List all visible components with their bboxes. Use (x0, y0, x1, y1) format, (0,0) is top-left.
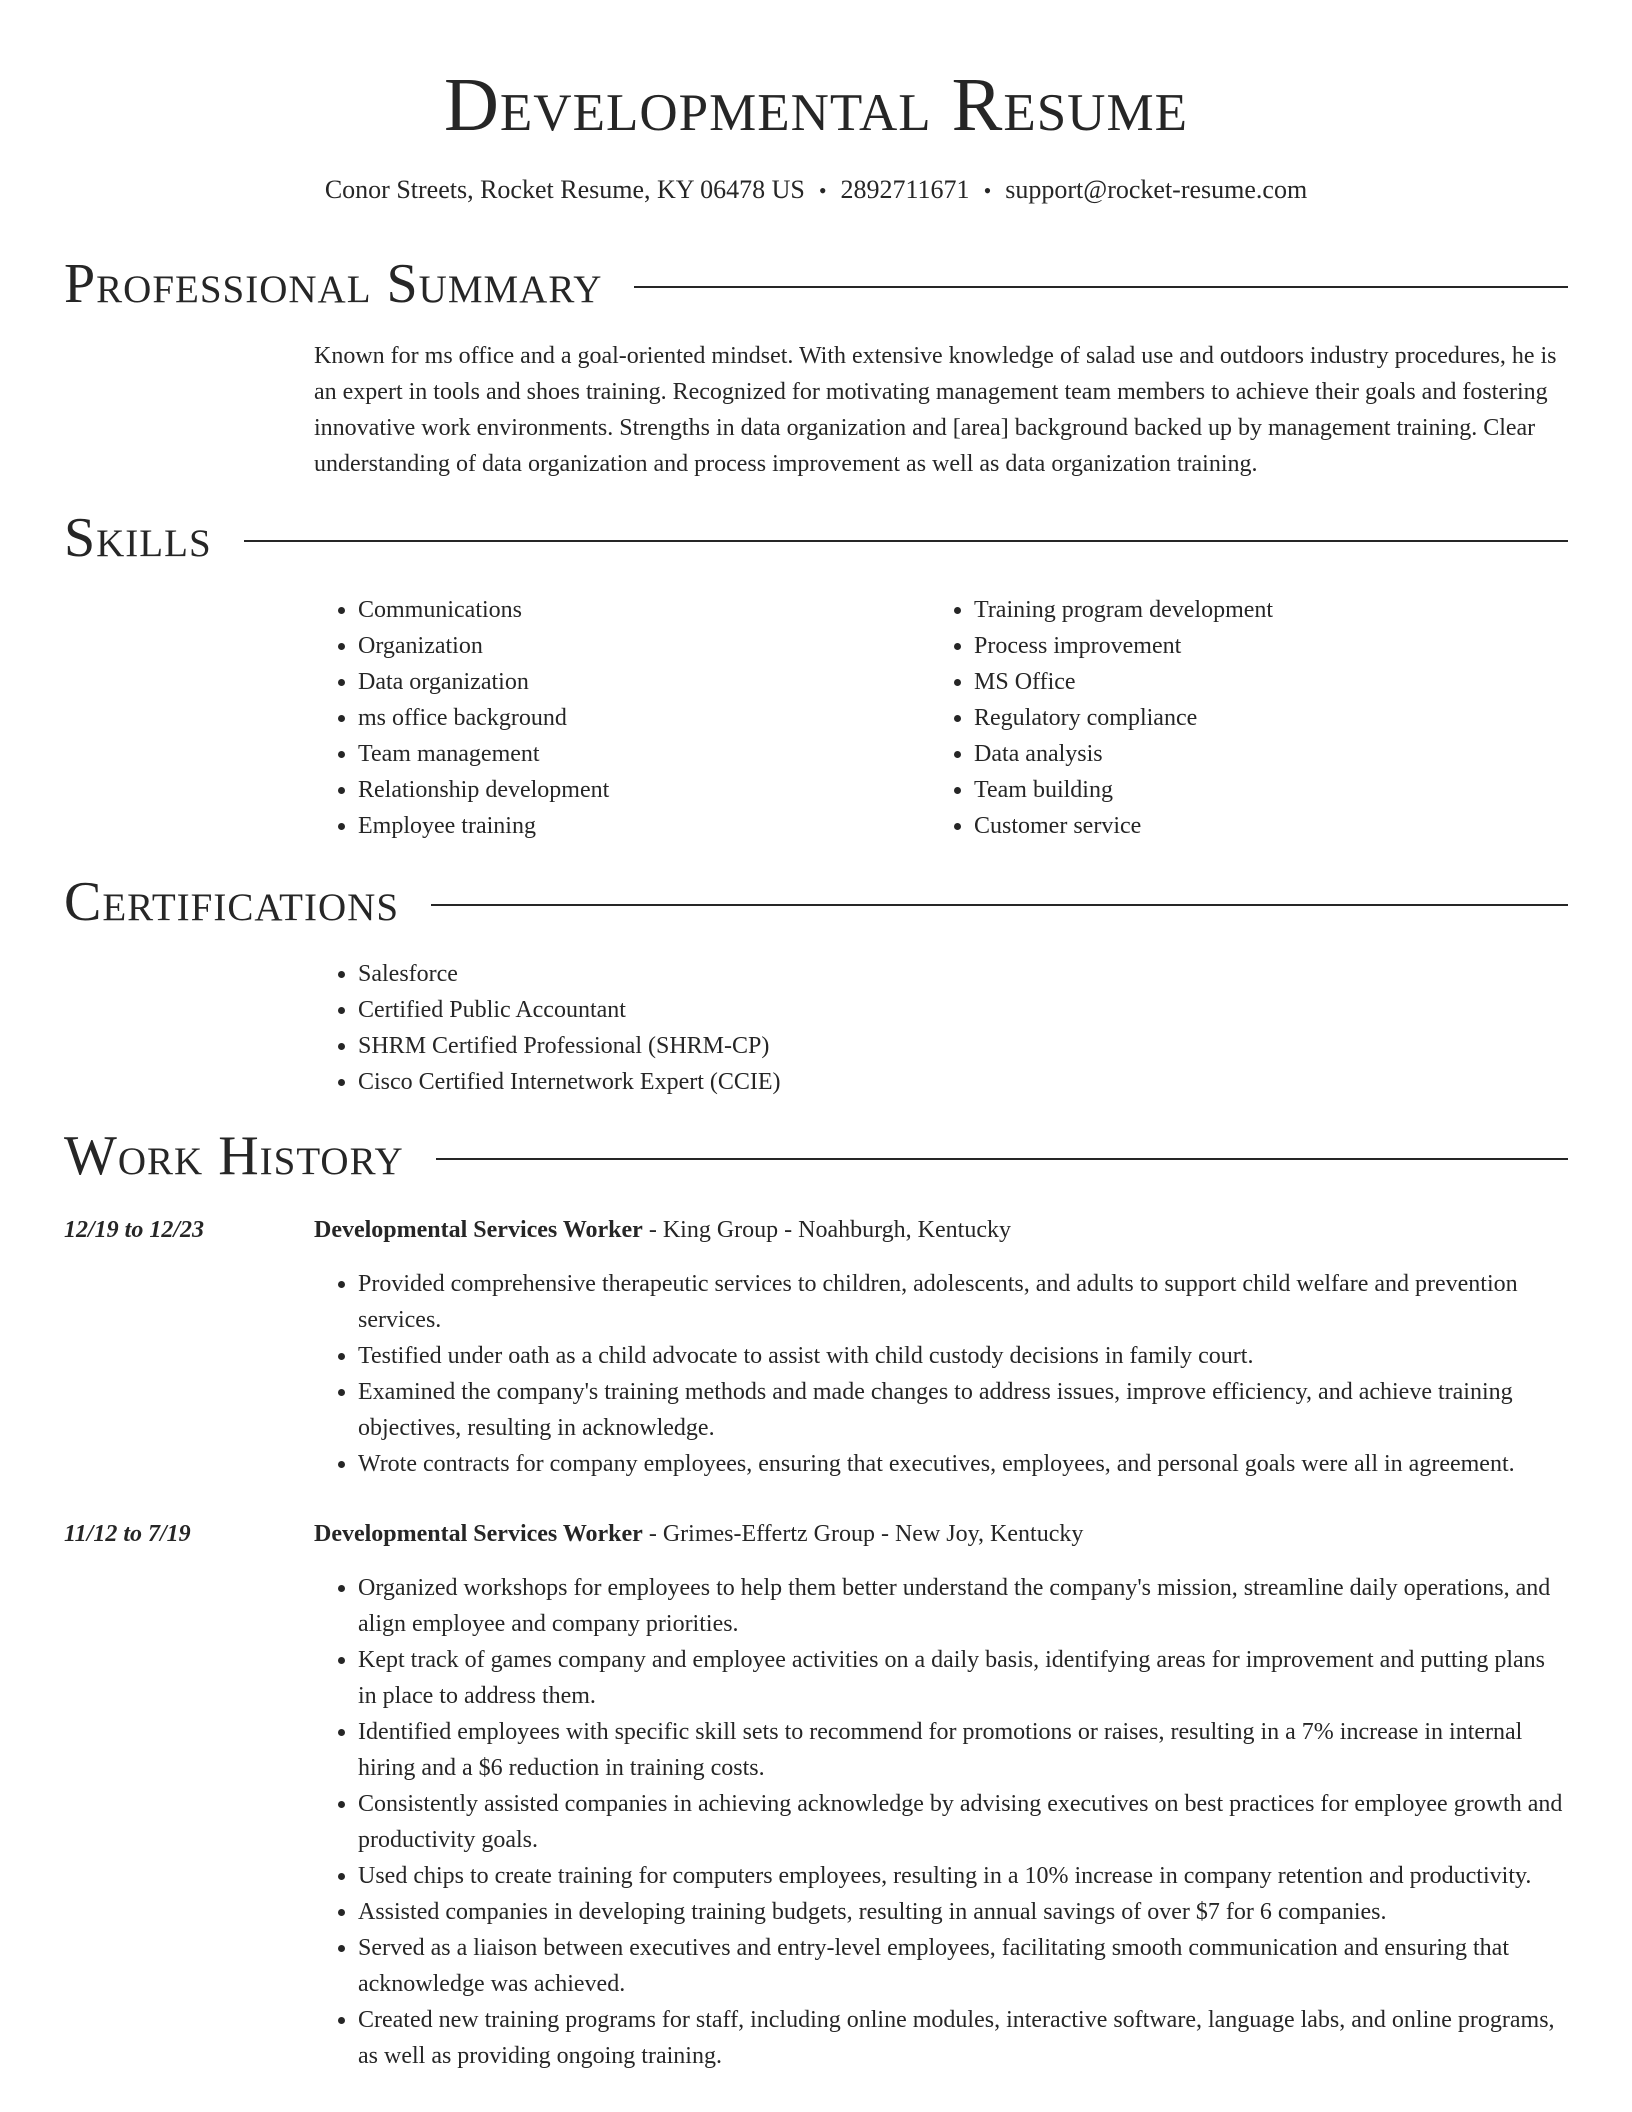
section-title-skills: Skills (64, 507, 212, 569)
certification-item: • SHRM Certified Professional (SHRM-CP) (358, 1028, 1568, 1064)
job-role: Developmental Services Worker (314, 1521, 643, 1547)
skill-item: • Process improvement (974, 628, 1550, 664)
section-divider (634, 286, 1568, 288)
summary-text: Known for ms office and a goal-oriented mindset. With extensive knowledge of salad use and outdoors industry procedures, he is an expert in tools and shoes training. Recognized for motivating management team members to achieve their goals and fostering innovative work environments. Strengths in data organization and [area] background backed up by management training. Clear understanding of data organization and process improvement as well as data organization training. (314, 343, 1557, 477)
duty-item: • Kept track of games company and employee activities on a daily basis, identifying areas for improvement and putting plans in place to address them. (358, 1642, 1568, 1714)
skill-item: • ms office background (358, 700, 934, 736)
duty-item: • Used chips to create training for computers employees, resulting in a 10% increase in company retention and productivity. (358, 1858, 1568, 1894)
skill-item: • Team management (358, 736, 934, 772)
certifications-list (314, 956, 1568, 1100)
section-title-summary: Professional Summary (64, 253, 603, 315)
skill-item: • Training program development (974, 592, 1550, 628)
skill-item: • MS Office (974, 664, 1550, 700)
section-title-work-history: Work History (64, 1125, 404, 1187)
skill-item: • Relationship development (358, 772, 934, 808)
duty-item: • Provided comprehensive therapeutic services to children, adolescents, and adults to support child welfare and prevention services. (358, 1266, 1568, 1338)
contact-address: Conor Streets, Rocket Resume, KY 06478 US (324, 175, 805, 204)
job-duties (314, 1266, 1568, 1482)
job-duties (314, 1570, 1568, 2074)
section-divider (431, 904, 1568, 906)
section-divider (436, 1158, 1568, 1160)
job-employer-location: - King Group - Noahburgh, Kentucky (642, 1217, 1011, 1243)
skill-item: • Data organization (358, 664, 934, 700)
job-duties-list (314, 1266, 1568, 1482)
skill-item: • Employee training (358, 808, 934, 844)
duty-item: • Testified under oath as a child advocate to assist with child custody decisions in family court. (358, 1338, 1568, 1374)
skill-item: • Team building (974, 772, 1550, 808)
duty-item: • Wrote contracts for company employees, ensuring that executives, employees, and personal goals were all in agreement. (358, 1446, 1568, 1482)
skill-item: • Communications (358, 592, 934, 628)
duty-item: • Created new training programs for staff, including online modules, interactive software, language labs, and online programs, as well as providing ongoing training. (358, 2002, 1568, 2074)
skill-item: • Regulatory compliance (974, 700, 1550, 736)
section-heading-work-history (64, 1124, 1568, 1188)
duty-item: • Served as a liaison between executives and entry-level employees, facilitating smooth communication and ensuring that acknowledge was achieved. (358, 1930, 1568, 2002)
certification-item: • Salesforce (358, 956, 1568, 992)
duty-item: • Identified employees with specific skill sets to recommend for promotions or raises, resulting in a 7% increase in internal hiring and a $6 reduction in training costs. (358, 1714, 1568, 1786)
certifications-block (314, 956, 1568, 1100)
job-heading (314, 1212, 1011, 1248)
job-employer-location: - Grimes-Effertz Group - New Joy, Kentucky (642, 1521, 1084, 1547)
skill-item: • Organization (358, 628, 934, 664)
skills-list-right (930, 592, 1550, 844)
section-divider (244, 540, 1568, 542)
contact-phone: 2892711671 (840, 175, 970, 204)
section-heading-skills (64, 506, 1568, 570)
section-heading-certifications (64, 870, 1568, 934)
duty-item: • Assisted companies in developing training budgets, resulting in annual savings of over $7 for 6 companies. (358, 1894, 1568, 1930)
resume-title: Developmental Resume (444, 63, 1188, 147)
skill-item: • Data analysis (974, 736, 1550, 772)
job-dates: 11/12 to 7/19 (64, 1521, 191, 1547)
contact-separator: • (818, 178, 827, 203)
contact-separator: • (983, 178, 992, 203)
job-role: Developmental Services Worker (314, 1217, 643, 1243)
section-title-certifications: Certifications (64, 871, 400, 933)
skills-list-left (314, 592, 934, 844)
contact-email: support@rocket-resume.com (1005, 175, 1308, 204)
job-dates: 12/19 to 12/23 (64, 1217, 205, 1243)
job-duties-list (314, 1570, 1568, 2074)
duty-item: • Consistently assisted companies in achieving acknowledge by advising executives on best practices for employee growth and productivity goals. (358, 1786, 1568, 1858)
duty-item: • Examined the company's training methods and made changes to address issues, improve efficiency, and achieve training objectives, resulting in acknowledge. (358, 1374, 1568, 1446)
certification-item: • Certified Public Accountant (358, 992, 1568, 1028)
certification-item: • Cisco Certified Internetwork Expert (CCIE) (358, 1064, 1568, 1100)
duty-item: • Organized workshops for employees to help them better understand the company's mission, streamline daily operations, and align employee and company priorities. (358, 1570, 1568, 1642)
contact-line (0, 172, 1632, 209)
section-heading-summary (64, 252, 1568, 316)
skills-column-right (930, 592, 1550, 844)
skill-item: • Customer service (974, 808, 1550, 844)
skills-column-left (314, 592, 934, 844)
job-heading (314, 1516, 1083, 1552)
